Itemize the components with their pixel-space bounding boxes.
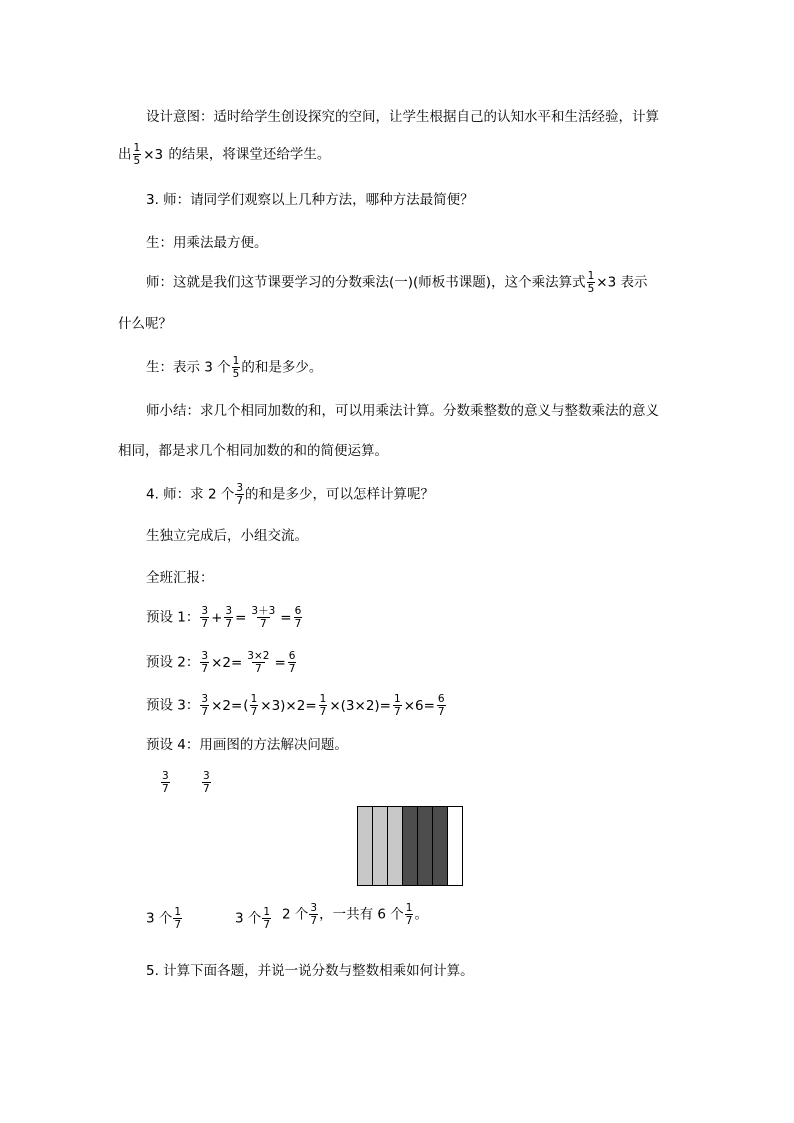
caption-text: ，一共有 6 个 [319,906,404,923]
fraction: $\frac{6}{7}$ [437,693,445,718]
fraction: $\frac{6}{7}$ [288,650,296,675]
equals-sign: = [274,654,286,671]
design-intent-line1: 设计意图：适时给学生创设探究的空间，让学生根据自己的认知水平和生活经验，计算 [146,109,659,125]
fraction: $\frac{3}{7}$ [201,693,209,718]
fraction: $\frac{1}{7}$ [263,906,271,931]
caption-text: 3 个 [146,910,173,927]
fraction: $\frac{1}{7}$ [405,902,413,927]
open-paren: ( [243,697,249,714]
bar-segment-3 [388,807,403,885]
fraction: $\frac{1}{7}$ [174,906,182,931]
design-intent-line2 [118,142,330,167]
equals-sign: = [280,609,292,626]
fraction: $\frac{3}{7}$ [201,605,209,630]
bar-segment-4 [403,807,418,885]
caption-text: 。 [414,906,428,923]
fraction: $\frac{3}{7}$ [310,902,318,927]
fraction: $\frac{3}{7}$ [203,770,210,795]
preset-3-label: 预设 3： [146,697,200,714]
bar-segment-2 [373,807,388,885]
fraction: $\frac{1}{5}$ [133,142,141,167]
caption-text: 2 个 [282,906,309,923]
fraction: $\frac{1}{7}$ [250,693,258,718]
equals-sign: = [235,609,247,626]
fraction: $\frac{3}{7}$ [162,770,169,795]
plus-sign: + [211,609,223,626]
preset-4: 预设 4：用画图的方法解决问题。 [146,737,348,753]
q3-answer-pre: 生：表示 3 个 [146,359,231,376]
expr-part: ×3)×2= [260,697,317,714]
q4-question-post: 的和是多少，可以怎样计算呢？ [245,486,435,503]
diagram-top-frac-1 [160,770,171,795]
q3-summary-line2: 相同，都是求几个相同加数的和的简便运算。 [118,443,388,459]
q3-teacher-pre: 师：这就是我们这节课要学习的分数乘法(一)(师板书课题)，这个乘法算式 [146,274,586,291]
preset-3 [146,693,447,718]
bar-segment-5 [418,807,433,885]
fraction: $\frac{3+3}{7}$ [251,605,276,630]
design-intent-pre: 出 [118,146,132,163]
expr-tail: ×3 [143,146,164,163]
fraction: $\frac{1}{5}$ [232,355,240,380]
design-intent-post: 的结果，将课堂还给学生。 [168,146,331,163]
fraction: $\frac{1}{5}$ [587,270,595,295]
q4-report: 全班汇报： [146,570,214,586]
diagram-caption-1 [146,906,183,931]
q4-question-pre: 4. 师：求 2 个 [146,486,235,503]
preset-2-label: 预设 2： [146,654,200,671]
diagram-top-frac-2 [201,770,212,795]
q3-teacher-line2: 什么呢？ [118,316,172,332]
fraction: $\frac{3}{7}$ [201,650,209,675]
bar-segment-6 [433,807,448,885]
preset-1-label: 预设 1： [146,609,200,626]
fraction: $\frac{3\times 2}{7}$ [247,650,270,675]
q3-teacher [146,270,647,295]
fraction: $\frac{3}{7}$ [225,605,233,630]
diagram-caption-2 [235,906,272,931]
q3-answer-post: 的和是多少。 [241,359,323,376]
q4-student: 生独立完成后，小组交流。 [146,528,308,544]
fraction: $\frac{6}{7}$ [294,605,302,630]
bar-diagram [357,806,463,886]
q3-answer [146,355,322,380]
bar-segment-1 [358,807,373,885]
q5-question: 5. 计算下面各题，并说一说分数与整数相乘如何计算。 [146,963,474,979]
expr-part: ×6= [403,697,435,714]
q3-summary-line1: 师小结：求几个相同加数的和，可以用乘法计算。分数乘整数的意义与整数乘法的意义 [146,403,659,419]
fraction: $\frac{1}{7}$ [319,693,327,718]
fraction: $\frac{1}{7}$ [394,693,401,718]
q3-student: 生：用乘法最方便。 [146,235,268,251]
times-expr: ×2= [211,654,243,671]
q4-question [146,482,434,507]
bar-segment-7 [448,807,462,885]
preset-1 [146,605,303,630]
fraction: $\frac{3}{7}$ [236,482,244,507]
expr-part: ×(3×2)= [329,697,391,714]
q3-teacher-post: ×3 表示 [596,274,648,291]
expr-part: ×2= [211,697,243,714]
diagram-caption-3 [282,902,428,927]
preset-2 [146,650,297,675]
q3-question: 3. 师：请同学们观察以上几种方法，哪种方法最简便？ [146,192,474,208]
caption-text: 3 个 [235,910,262,927]
